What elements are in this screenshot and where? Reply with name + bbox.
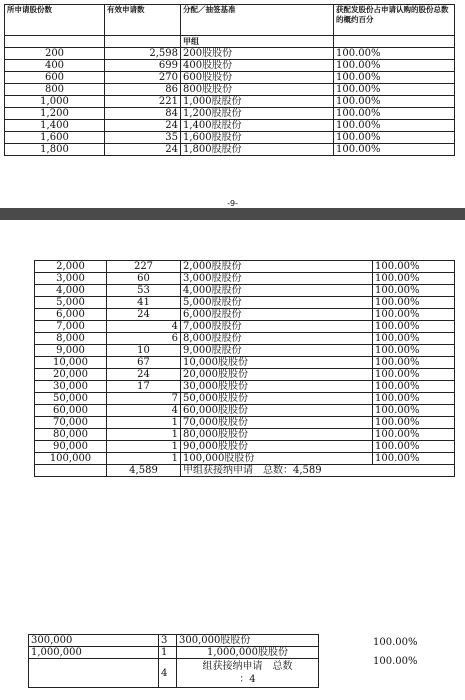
cell-shares: 1,200 — [5, 108, 105, 120]
cell-shares: 80,000 — [35, 429, 107, 441]
total-text-line2: ：4 — [239, 674, 256, 685]
cell-count: 24 — [105, 120, 181, 132]
table-row — [35, 273, 455, 285]
group-label: 甲组 — [181, 36, 334, 48]
cell-count: 7 — [107, 393, 181, 405]
table-row — [5, 48, 455, 60]
cell-count: 4 — [107, 321, 181, 333]
cell-shares: 5,000 — [35, 297, 107, 309]
cell-basis: 1,600股股份 — [181, 132, 334, 144]
total-text: 甲组获接纳申请 总数：4,589 — [181, 465, 455, 477]
allotment-table-group-b — [28, 634, 319, 688]
cell-basis: 1,000,000股股份 — [177, 647, 319, 659]
header-allotment-basis: 分配／抽签基准 — [181, 5, 334, 36]
cell-count: 17 — [107, 381, 181, 393]
cell-shares: 1,600 — [5, 132, 105, 144]
table-body — [5, 48, 455, 156]
table-row — [35, 453, 455, 465]
cell-percentage: 100.00% — [373, 273, 455, 285]
cell-basis: 300,000股股份 — [177, 635, 319, 647]
cell-count: 86 — [105, 84, 181, 96]
header-approx-percentage: 获配发股份占申请认购的股份总数的概约百分 — [334, 5, 455, 36]
page-number: -9- — [227, 199, 238, 208]
cell-count: 227 — [107, 261, 181, 273]
group-label-row — [5, 36, 455, 48]
cell-basis: 400股股份 — [181, 60, 334, 72]
cell-shares: 30,000 — [35, 381, 107, 393]
cell-percentage: 100.00% — [334, 108, 455, 120]
total-count: 4 — [159, 659, 177, 688]
page-separator — [0, 208, 465, 220]
cell-percentage: 100.00% — [373, 393, 455, 405]
cell-basis: 9,000股股份 — [181, 345, 373, 357]
total-count: 4,589 — [107, 465, 181, 477]
table-row — [5, 60, 455, 72]
cell-percentage: 100.00% — [373, 261, 455, 273]
allotment-table-group-a-part1 — [4, 4, 455, 156]
table-row — [29, 635, 319, 647]
total-row — [35, 465, 455, 477]
cell-basis: 3,000股股份 — [181, 273, 373, 285]
cell-shares: 6,000 — [35, 309, 107, 321]
table-row — [35, 381, 455, 393]
cell-percentage: 100.00% — [373, 297, 455, 309]
total-text-line1: 组获接纳申请 总数 — [202, 661, 293, 672]
total-text — [177, 659, 319, 688]
cell-shares: 300,000 — [29, 635, 159, 647]
cell-percentage: 100.00% — [373, 309, 455, 321]
cell-count: 2,598 — [105, 48, 181, 60]
table-row — [35, 297, 455, 309]
cell-percentage: 100.00% — [334, 96, 455, 108]
table-body — [35, 261, 455, 465]
table-row — [5, 72, 455, 84]
cell-basis: 600股股份 — [181, 72, 334, 84]
table-row — [35, 261, 455, 273]
cell-basis: 30,000股股份 — [181, 381, 373, 393]
cell-basis: 7,000股股份 — [181, 321, 373, 333]
cell-basis: 1,000股股份 — [181, 96, 334, 108]
table-row — [5, 144, 455, 156]
cell-basis: 1,800股股份 — [181, 144, 334, 156]
table-row — [35, 357, 455, 369]
cell-percentage: 100.00% — [373, 369, 455, 381]
cell-shares: 200 — [5, 48, 105, 60]
cell-count: 10 — [107, 345, 181, 357]
cell-basis: 80,000股股份 — [181, 429, 373, 441]
table-row — [35, 285, 455, 297]
cell-count: 221 — [105, 96, 181, 108]
cell-percentage: 100.00% — [334, 120, 455, 132]
table-row — [35, 321, 455, 333]
cell-count: 24 — [107, 309, 181, 321]
table-row — [5, 132, 455, 144]
allotment-table-group-a-part2 — [34, 260, 455, 477]
cell-basis: 50,000股股份 — [181, 393, 373, 405]
table-row — [35, 417, 455, 429]
cell-basis: 100,000股股份 — [181, 453, 373, 465]
cell-basis: 2,000股股份 — [181, 261, 373, 273]
cell-basis: 4,000股股份 — [181, 285, 373, 297]
percentage-value: 100.00% — [373, 656, 418, 667]
cell-shares: 600 — [5, 72, 105, 84]
cell-percentage: 100.00% — [334, 60, 455, 72]
cell-count: 67 — [107, 357, 181, 369]
cell-percentage: 100.00% — [373, 405, 455, 417]
cell-shares: 1,400 — [5, 120, 105, 132]
cell-percentage: 100.00% — [373, 441, 455, 453]
table-row — [35, 429, 455, 441]
cell-basis: 200股股份 — [181, 48, 334, 60]
percentage-value: 100.00% — [373, 637, 418, 648]
cell-basis: 1,400股股份 — [181, 120, 334, 132]
cell-basis: 20,000股股份 — [181, 369, 373, 381]
cell-percentage: 100.00% — [373, 381, 455, 393]
cell-basis: 6,000股股份 — [181, 309, 373, 321]
cell-count: 53 — [107, 285, 181, 297]
cell-count: 3 — [159, 635, 177, 647]
cell-shares: 1,000 — [5, 96, 105, 108]
cell-basis: 60,000股股份 — [181, 405, 373, 417]
cell-count: 24 — [107, 369, 181, 381]
cell-percentage: 100.00% — [334, 144, 455, 156]
cell-basis: 800股股份 — [181, 84, 334, 96]
header-shares-applied: 所申请股份数 — [5, 5, 105, 36]
cell-percentage: 100.00% — [334, 72, 455, 84]
cell-count: 35 — [105, 132, 181, 144]
cell-shares: 7,000 — [35, 321, 107, 333]
cell-shares: 50,000 — [35, 393, 107, 405]
cell-shares: 60,000 — [35, 405, 107, 417]
cell-shares: 10,000 — [35, 357, 107, 369]
cell-shares: 2,000 — [35, 261, 107, 273]
cell-count: 1 — [107, 429, 181, 441]
cell-percentage: 100.00% — [373, 429, 455, 441]
cell-percentage: 100.00% — [334, 48, 455, 60]
cell-shares: 1,800 — [5, 144, 105, 156]
table-row — [35, 309, 455, 321]
cell-count: 1 — [107, 453, 181, 465]
table-row — [35, 393, 455, 405]
cell-shares: 90,000 — [35, 441, 107, 453]
cell-shares: 20,000 — [35, 369, 107, 381]
cell-basis: 90,000股股份 — [181, 441, 373, 453]
cell-shares: 400 — [5, 60, 105, 72]
cell-count: 1 — [107, 417, 181, 429]
cell-percentage: 100.00% — [373, 285, 455, 297]
cell-percentage: 100.00% — [373, 417, 455, 429]
cell-basis: 70,000股股份 — [181, 417, 373, 429]
cell-shares: 9,000 — [35, 345, 107, 357]
cell-shares: 3,000 — [35, 273, 107, 285]
cell-count: 1 — [159, 647, 177, 659]
cell-count: 84 — [105, 108, 181, 120]
cell-shares: 1,000,000 — [29, 647, 159, 659]
header-valid-applications: 有效申请数 — [105, 5, 181, 36]
cell-count: 6 — [107, 333, 181, 345]
cell-count: 60 — [107, 273, 181, 285]
table-row — [35, 369, 455, 381]
cell-count: 4 — [107, 405, 181, 417]
cell-percentage: 100.00% — [373, 345, 455, 357]
table-row — [35, 345, 455, 357]
cell-basis: 1,200股股份 — [181, 108, 334, 120]
table-header-row — [5, 5, 455, 36]
cell-shares: 100,000 — [35, 453, 107, 465]
cell-shares: 8,000 — [35, 333, 107, 345]
table-row — [5, 96, 455, 108]
cell-shares: 4,000 — [35, 285, 107, 297]
table-row — [35, 405, 455, 417]
table-row — [5, 108, 455, 120]
cell-percentage: 100.00% — [334, 84, 455, 96]
cell-count: 1 — [107, 441, 181, 453]
total-row — [29, 659, 319, 688]
cell-basis: 8,000股股份 — [181, 333, 373, 345]
table-row — [5, 120, 455, 132]
cell-count: 699 — [105, 60, 181, 72]
table-row — [35, 441, 455, 453]
cell-percentage: 100.00% — [334, 132, 455, 144]
cell-basis: 10,000股股份 — [181, 357, 373, 369]
cell-percentage: 100.00% — [373, 321, 455, 333]
cell-count: 24 — [105, 144, 181, 156]
cell-percentage: 100.00% — [373, 333, 455, 345]
cell-shares: 800 — [5, 84, 105, 96]
cell-basis: 5,000股股份 — [181, 297, 373, 309]
cell-percentage: 100.00% — [373, 453, 455, 465]
cell-count: 270 — [105, 72, 181, 84]
cell-shares: 70,000 — [35, 417, 107, 429]
table-row — [29, 647, 319, 659]
cell-percentage: 100.00% — [373, 357, 455, 369]
table-row — [5, 84, 455, 96]
table-row — [35, 333, 455, 345]
cell-count: 41 — [107, 297, 181, 309]
